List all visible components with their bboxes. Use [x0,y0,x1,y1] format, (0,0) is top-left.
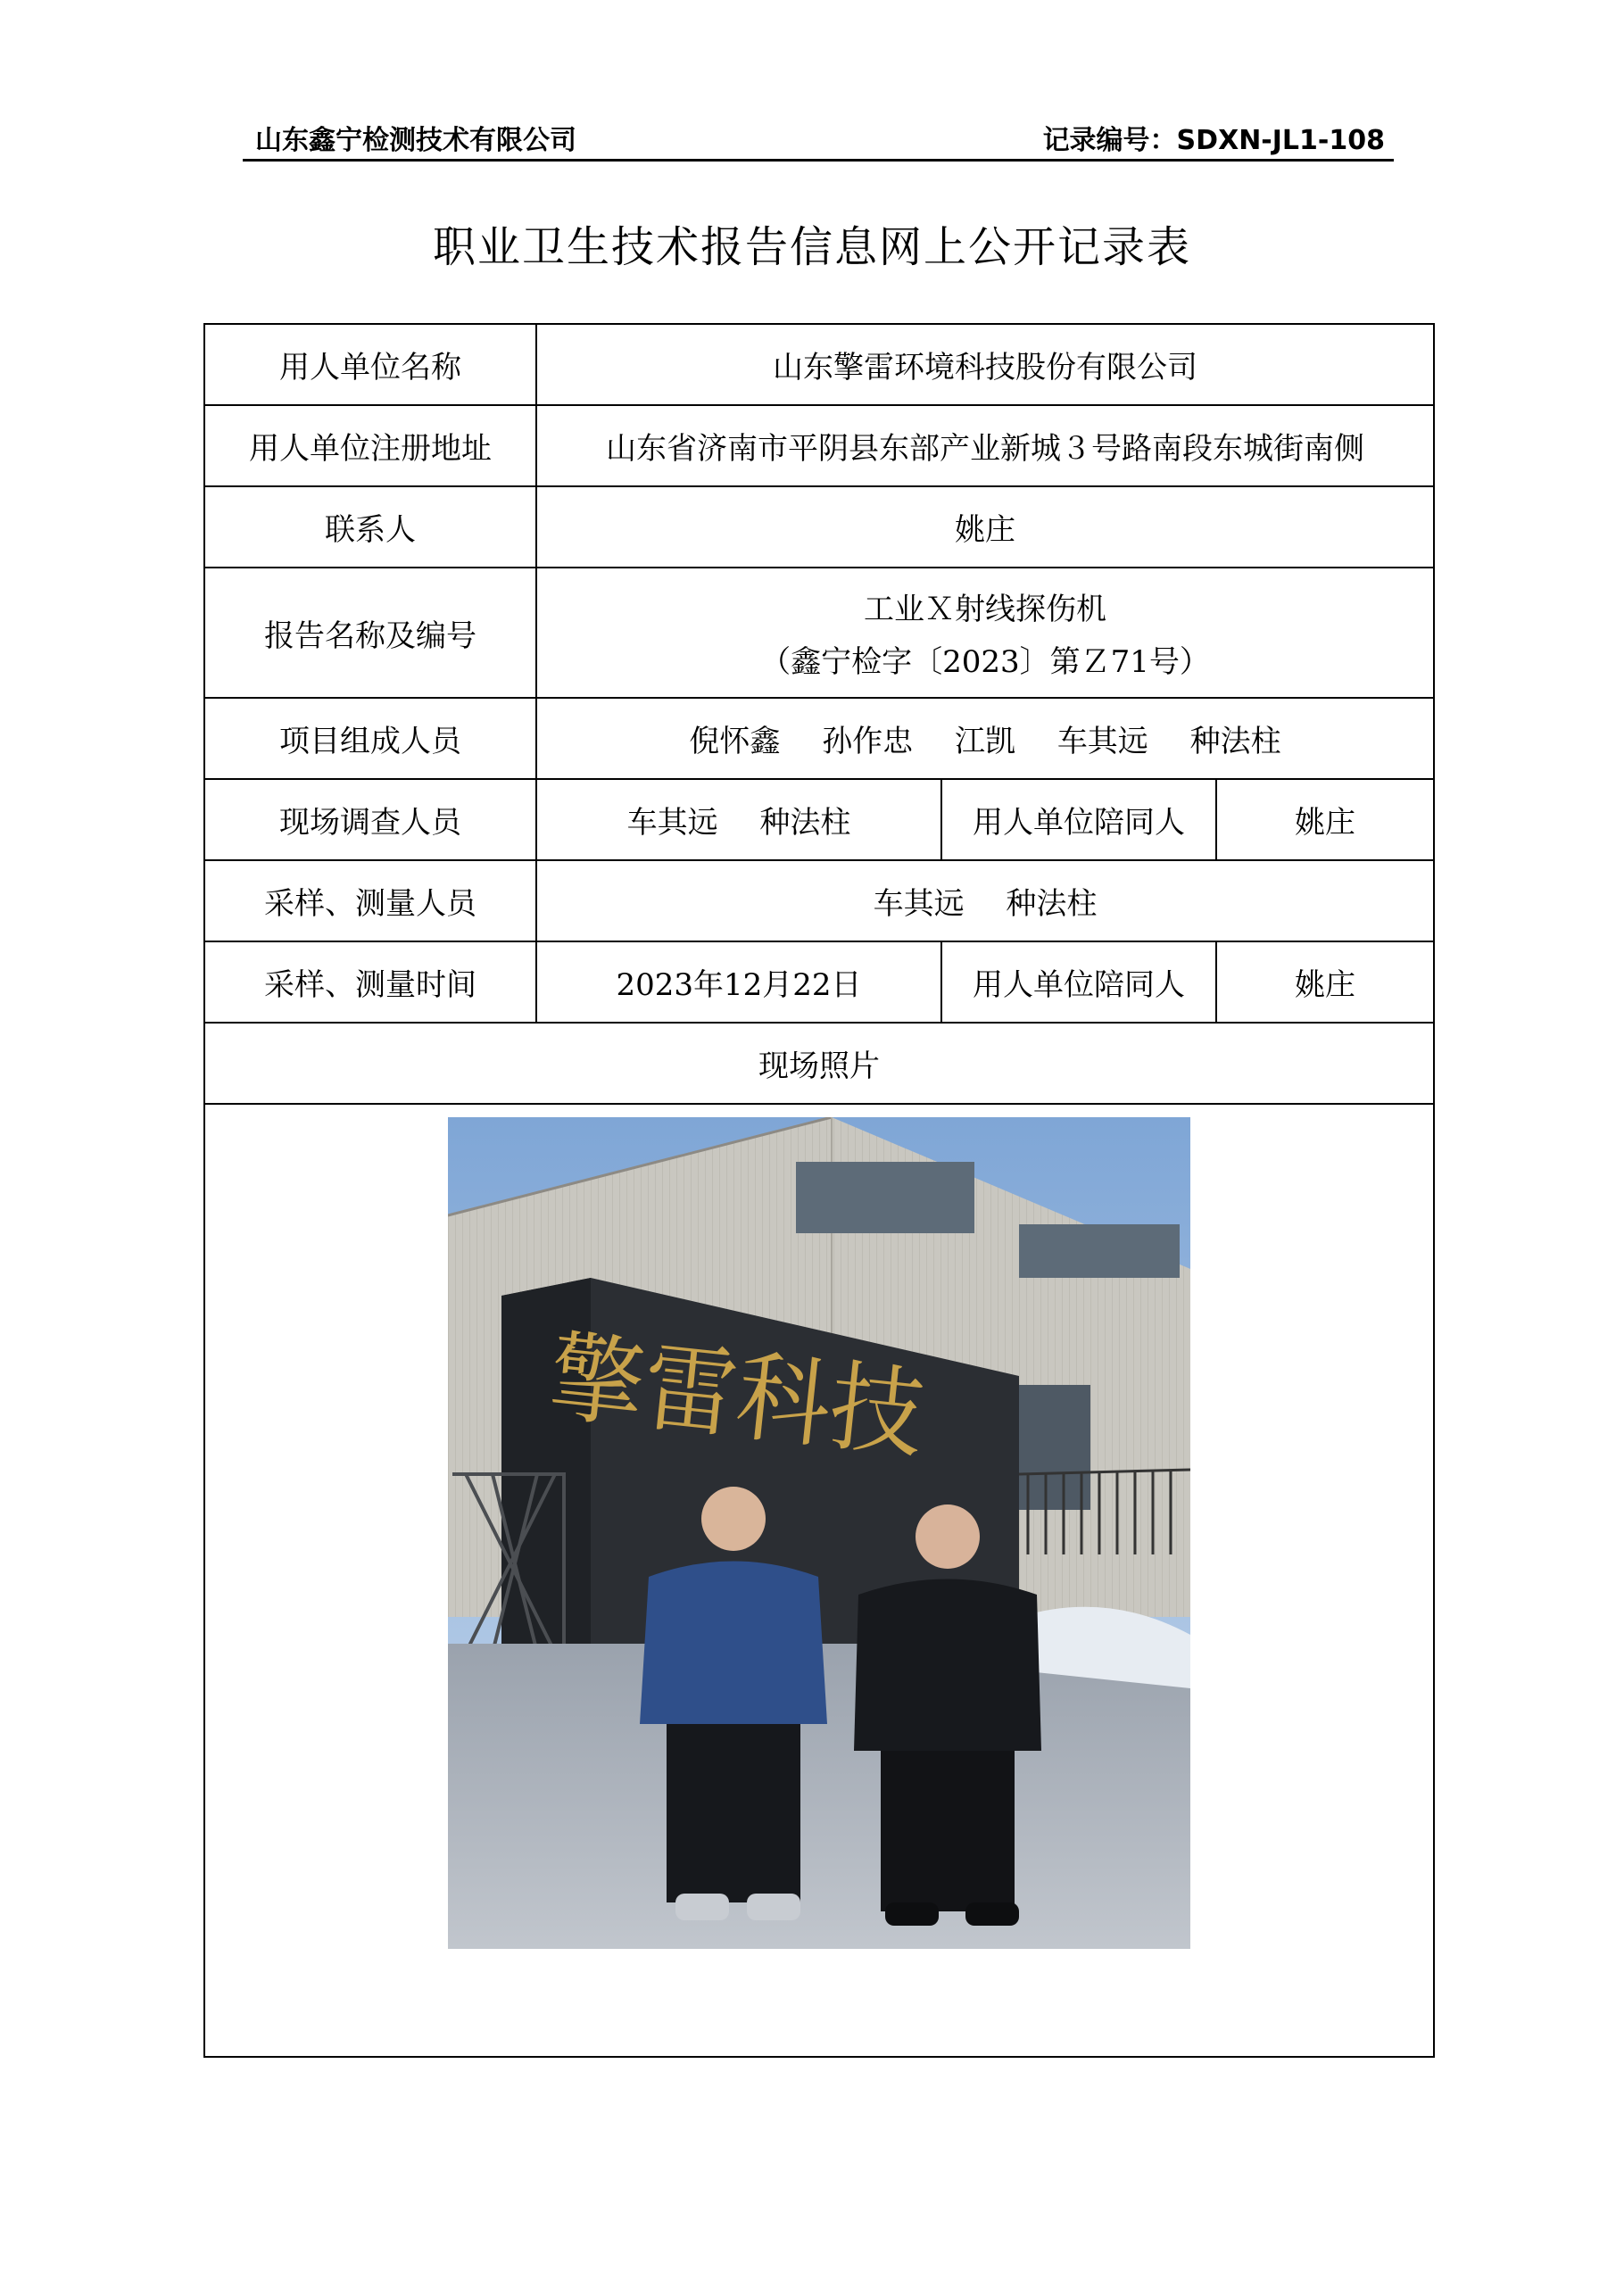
row-employer-name [204,324,1434,405]
page-header [243,114,1394,162]
value-report [536,568,1434,698]
value-accompany: 姚庄 [1216,779,1434,860]
row-site-survey [204,779,1434,860]
row-contact [204,486,1434,568]
photo-cell [204,1104,1434,2057]
row-project-members [204,698,1434,779]
member-name: 车其远 [873,886,965,922]
row-photo [204,1104,1434,2057]
row-photo-label [204,1023,1434,1104]
label-employer-name: 用人单位名称 [204,324,536,405]
value-employer-name: 山东擎雷环境科技股份有限公司 [536,324,1434,405]
value-contact: 姚庄 [536,486,1434,568]
report-number: （鑫宁检字〔2023〕第Ｚ71号） [760,644,1210,680]
member-name: 种法柱 [1189,724,1281,759]
row-employer-address [204,405,1434,486]
label-project-members: 项目组成人员 [204,698,536,779]
site-photo [448,1117,1190,1949]
row-sampling-staff [204,860,1434,941]
record-table [203,323,1435,2058]
sign-text: 擎雷科技 [544,1319,948,1474]
member-name: 车其远 [1056,724,1148,759]
value-accompany: 姚庄 [1216,941,1434,1023]
row-sampling-time [204,941,1434,1023]
value-sampling-time: 2023年12月22日 [536,941,941,1023]
label-contact: 联系人 [204,486,536,568]
member-name: 江凯 [955,724,1015,759]
value-site-survey [536,779,941,860]
member-name: 车其远 [626,805,718,841]
member-name: 孙作忠 [822,724,914,759]
document-title: 职业卫生技术报告信息网上公开记录表 [432,222,1191,272]
label-accompany: 用人单位陪同人 [941,779,1216,860]
label-accompany: 用人单位陪同人 [941,941,1216,1023]
label-employer-address: 用人单位注册地址 [204,405,536,486]
record-number: 记录编号：SDXN-JL1-108 [1042,125,1385,156]
label-photo: 现场照片 [204,1023,1434,1104]
member-name: 种法柱 [759,805,851,841]
value-employer-address: 山东省济南市平阴县东部产业新城３号路南段东城街南侧 [536,405,1434,486]
value-sampling-staff [536,860,1434,941]
company-name: 山东鑫宁检测技术有限公司 [255,125,576,156]
member-name: 种法柱 [1006,886,1098,922]
label-sampling-time: 采样、测量时间 [204,941,536,1023]
member-name: 倪怀鑫 [689,724,781,759]
value-project-members [536,698,1434,779]
label-sampling-staff: 采样、测量人员 [204,860,536,941]
report-name: 工业Ｘ射线探伤机 [864,592,1106,627]
label-site-survey: 现场调查人员 [204,779,536,860]
label-report: 报告名称及编号 [204,568,536,698]
row-report [204,568,1434,698]
